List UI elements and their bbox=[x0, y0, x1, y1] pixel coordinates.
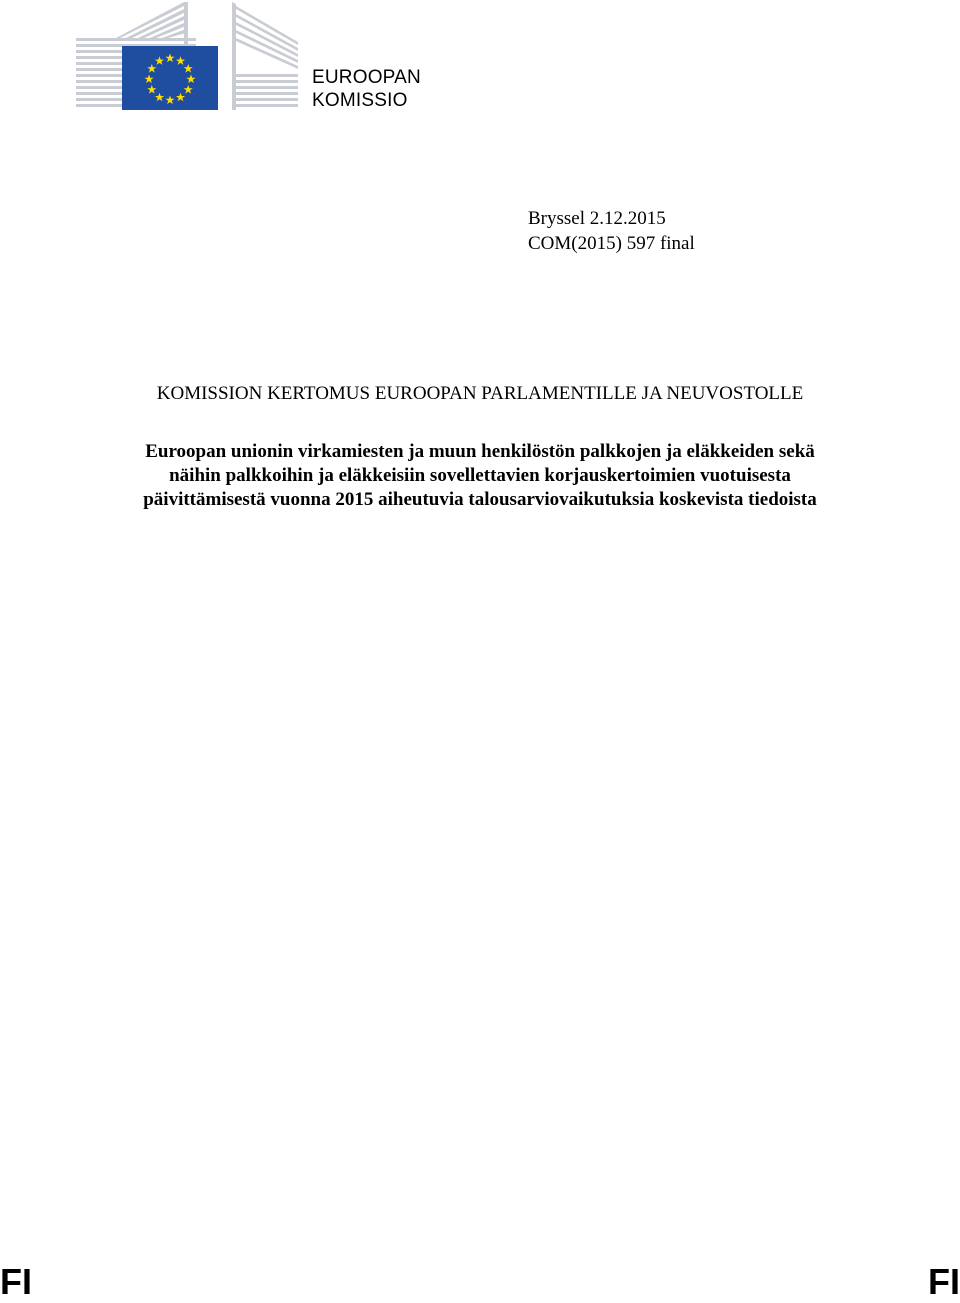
language-code-left: FI bbox=[0, 1261, 32, 1302]
building-stripes-right bbox=[232, 2, 298, 110]
subject-line: Euroopan unionin virkamiesten ja muun henkilöstön palkkojen ja eläkkeiden sekä bbox=[145, 441, 815, 462]
org-name-line1: EUROOPAN bbox=[312, 67, 421, 88]
language-code-right: FI bbox=[928, 1261, 960, 1302]
logo-graphic bbox=[76, 2, 298, 112]
document-subject bbox=[0, 440, 960, 512]
subject-line: näihin palkkoihin ja eläkkeisiin sovellettavien korjauskertoimien vuotuisesta bbox=[169, 465, 791, 486]
document-type-heading: KOMISSION KERTOMUS EUROOPAN PARLAMENTILLE JA NEUVOSTOLLE bbox=[156, 383, 804, 404]
subject-line: päivittämisestä vuonna 2015 aiheutuvia talousarviovaikutuksia koskevista tiedoista bbox=[143, 489, 817, 510]
european-commission-logo bbox=[76, 2, 298, 112]
organisation-name bbox=[312, 66, 421, 112]
org-name-line2: KOMISSIO bbox=[312, 90, 408, 111]
place-date: Bryssel 2.12.2015 bbox=[528, 208, 666, 229]
document-reference: COM(2015) 597 final bbox=[528, 233, 695, 254]
document-meta bbox=[528, 206, 695, 256]
